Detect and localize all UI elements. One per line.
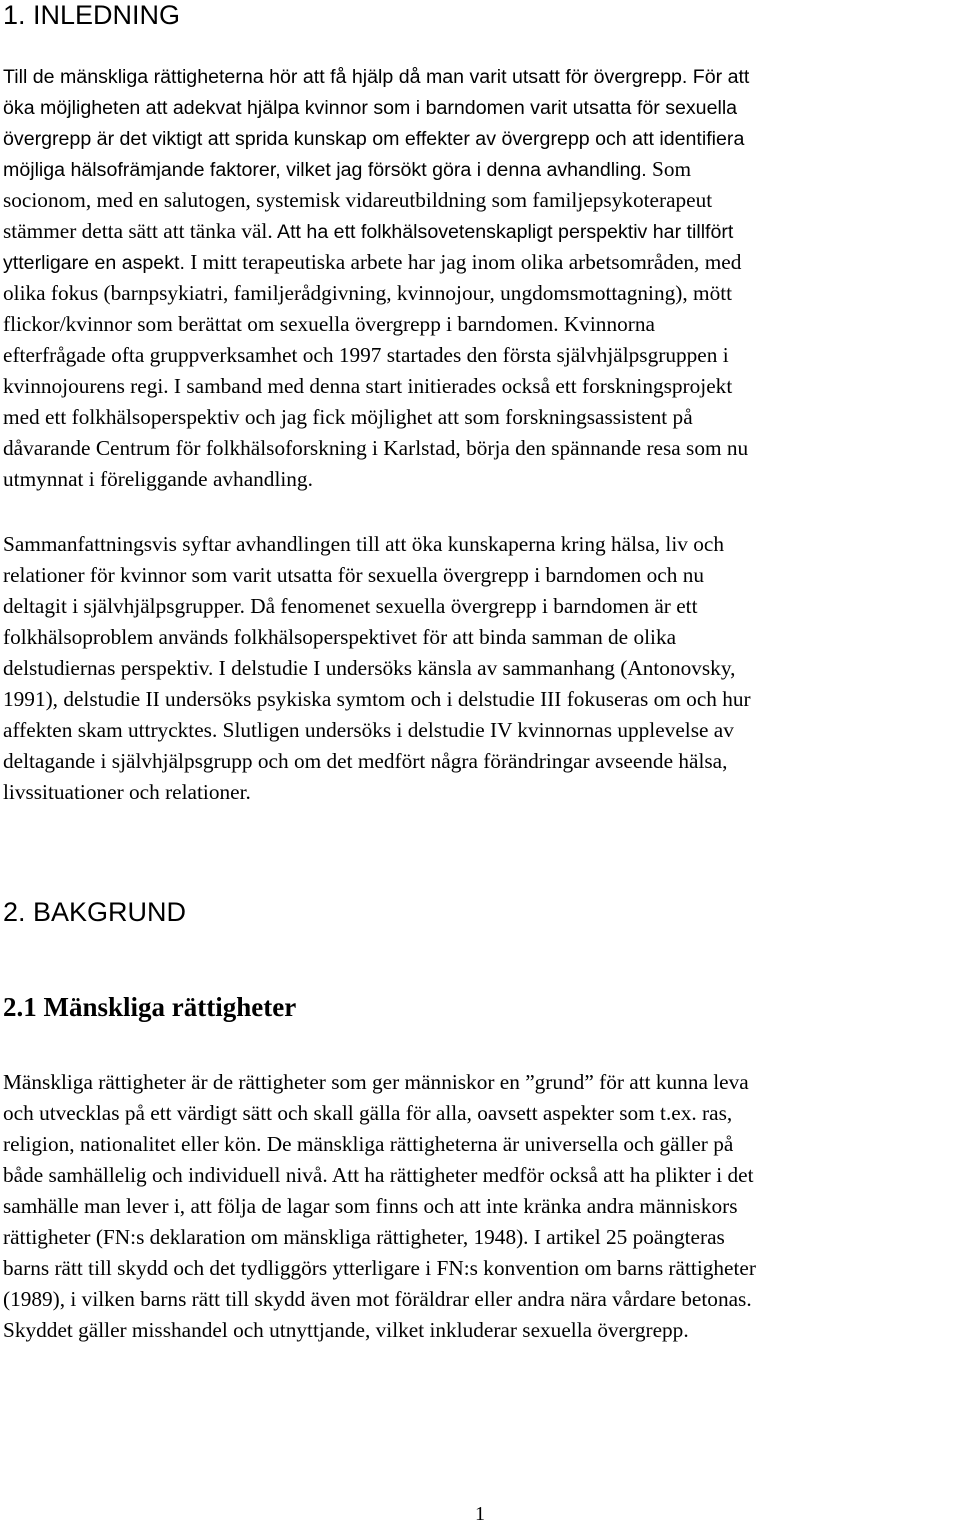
text-line xyxy=(3,371,955,402)
heading-manskliga-rattigheter: 2.1 Mänskliga rättigheter xyxy=(3,992,297,1022)
text-run: och utvecklas på ett värdigt sätt och skall gälla för alla, oavsett aspekter som t.ex. ras, xyxy=(3,1101,733,1125)
text-run: deltagande i självhjälpsgrupp och om det medfört några förändringar avseende hälsa, xyxy=(3,749,728,773)
text-run: med ett folkhälsoperspektiv och jag fick möjlighet att som forskningsassistent på xyxy=(3,405,693,429)
heading-bakgrund: 2. BAKGRUND xyxy=(3,897,187,927)
text-line xyxy=(3,309,955,340)
text-run: efterfrågade ofta gruppverksamhet och 1997 startades den första självhjälpsgruppen i xyxy=(3,343,729,367)
text-run: utmynnat i föreliggande avhandling. xyxy=(3,467,313,491)
text-run: öka möjligheten att adekvat hjälpa kvinnor som i barndomen varit utsatta för sexuella xyxy=(3,97,738,119)
text-line xyxy=(3,278,955,309)
text-run: flickor/kvinnor som berättat om sexuella övergrepp i barndomen. Kvinnorna xyxy=(3,312,655,336)
text-line xyxy=(3,92,955,123)
text-line xyxy=(3,61,955,92)
text-line xyxy=(3,154,955,185)
text-run: möjliga hälsofrämjande faktorer, vilket jag försökt göra i denna avhandling. xyxy=(3,159,647,181)
text-run: Sammanfattningsvis syftar avhandlingen till att öka kunskaperna kring hälsa, liv och xyxy=(3,532,724,556)
text-run: rättigheter (FN:s deklaration om mänskliga rättigheter, 1948). I artikel 25 poängteras xyxy=(3,1225,725,1249)
paragraph-intro xyxy=(3,61,955,495)
heading-inledning: 1. INLEDNING xyxy=(3,0,181,30)
text-line xyxy=(3,433,955,464)
text-run: stämmer detta sätt att tänka väl. xyxy=(3,219,273,243)
text-line xyxy=(3,622,955,653)
text-run: Som xyxy=(646,157,692,181)
text-line xyxy=(3,247,955,278)
text-line xyxy=(3,746,955,777)
text-line xyxy=(3,1160,955,1191)
text-line xyxy=(3,123,955,154)
text-run: samhälle man lever i, att följa de lagar som finns och att inte kränka andra människors xyxy=(3,1194,738,1218)
text-run: relationer för kvinnor som varit utsatta för sexuella övergrepp i barndomen och nu xyxy=(3,563,705,587)
text-run: Skyddet gäller misshandel och utnyttjande, vilket inkluderar sexuella övergrepp. xyxy=(3,1318,689,1342)
text-run: Att ha ett folkhälsovetenskapligt perspektiv har tillfört xyxy=(272,221,734,243)
text-line xyxy=(3,1253,955,1284)
text-line xyxy=(3,185,955,216)
text-run: I mitt terapeutiska arbete har jag inom olika arbetsområden, med xyxy=(184,250,742,274)
text-line xyxy=(3,464,955,495)
text-line xyxy=(3,216,955,247)
text-run: olika fokus (barnpsykiatri, familjerådgivning, kvinnojour, ungdomsmottagning), mött xyxy=(3,281,733,305)
text-line xyxy=(3,1284,955,1315)
text-line xyxy=(3,560,955,591)
text-run: övergrepp är det viktigt att sprida kunskap om effekter av övergrepp och att identifiera xyxy=(3,128,745,150)
paragraph-summary xyxy=(3,529,955,808)
text-run: ytterligare en aspekt. xyxy=(3,252,185,274)
text-line xyxy=(3,529,955,560)
text-run: dåvarande Centrum för folkhälsoforskning i Karlstad, börja den spännande resa som nu xyxy=(3,436,749,460)
text-line xyxy=(3,1315,955,1346)
text-line xyxy=(3,1098,955,1129)
text-line xyxy=(3,591,955,622)
text-run: folkhälsoproblem används folkhälsoperspektivet för att binda samman de olika xyxy=(3,625,677,649)
text-run: livssituationer och relationer. xyxy=(3,780,251,804)
text-run: (1989), i vilken barns rätt till skydd även mot föräldrar eller andra nära vårdare betonas. xyxy=(3,1287,752,1311)
text-run: deltagit i självhjälpsgrupper. Då fenomenet sexuella övergrepp i barndomen är ett xyxy=(3,594,698,618)
text-run: 1991), delstudie II undersöks psykiska symtom och i delstudie III fokuseras om och hur xyxy=(3,687,751,711)
text-line xyxy=(3,1129,955,1160)
text-run: både samhällelig och individuell nivå. Att ha rättigheter medför också att ha plikter i det xyxy=(3,1163,754,1187)
text-line xyxy=(3,777,955,808)
paragraph-human-rights xyxy=(3,1067,955,1346)
text-run: barns rätt till skydd och det tydliggörs ytterligare i FN:s konvention om barns rättigheter xyxy=(3,1256,756,1280)
text-line xyxy=(3,684,955,715)
text-run: affekten skam uttrycktes. Slutligen undersöks i delstudie IV kvinnornas upplevelse av xyxy=(3,718,734,742)
text-line xyxy=(3,402,955,433)
text-line xyxy=(3,1067,955,1098)
text-run: Till de mänskliga rättigheterna hör att få hjälp då man varit utsatt för övergrepp. För att xyxy=(3,66,750,88)
text-line xyxy=(3,1191,955,1222)
text-line xyxy=(3,1222,955,1253)
text-run: kvinnojourens regi. I samband med denna start initierades också ett forskningsprojekt xyxy=(3,374,733,398)
text-run: delstudiernas perspektiv. I delstudie I undersöks känsla av sammanhang (Antonovsky, xyxy=(3,656,736,680)
text-run: religion, nationalitet eller kön. De mänskliga rättigheterna är universella och gäller på xyxy=(3,1132,734,1156)
text-run: socionom, med en salutogen, systemisk vidareutbildning som familjepsykoterapeut xyxy=(3,188,713,212)
text-run: Mänskliga rättigheter är de rättigheter som ger människor en ”grund” för att kunna leva xyxy=(3,1070,749,1094)
text-line xyxy=(3,653,955,684)
page-number: 1 xyxy=(475,1503,485,1525)
text-line xyxy=(3,715,955,746)
text-line xyxy=(3,340,955,371)
